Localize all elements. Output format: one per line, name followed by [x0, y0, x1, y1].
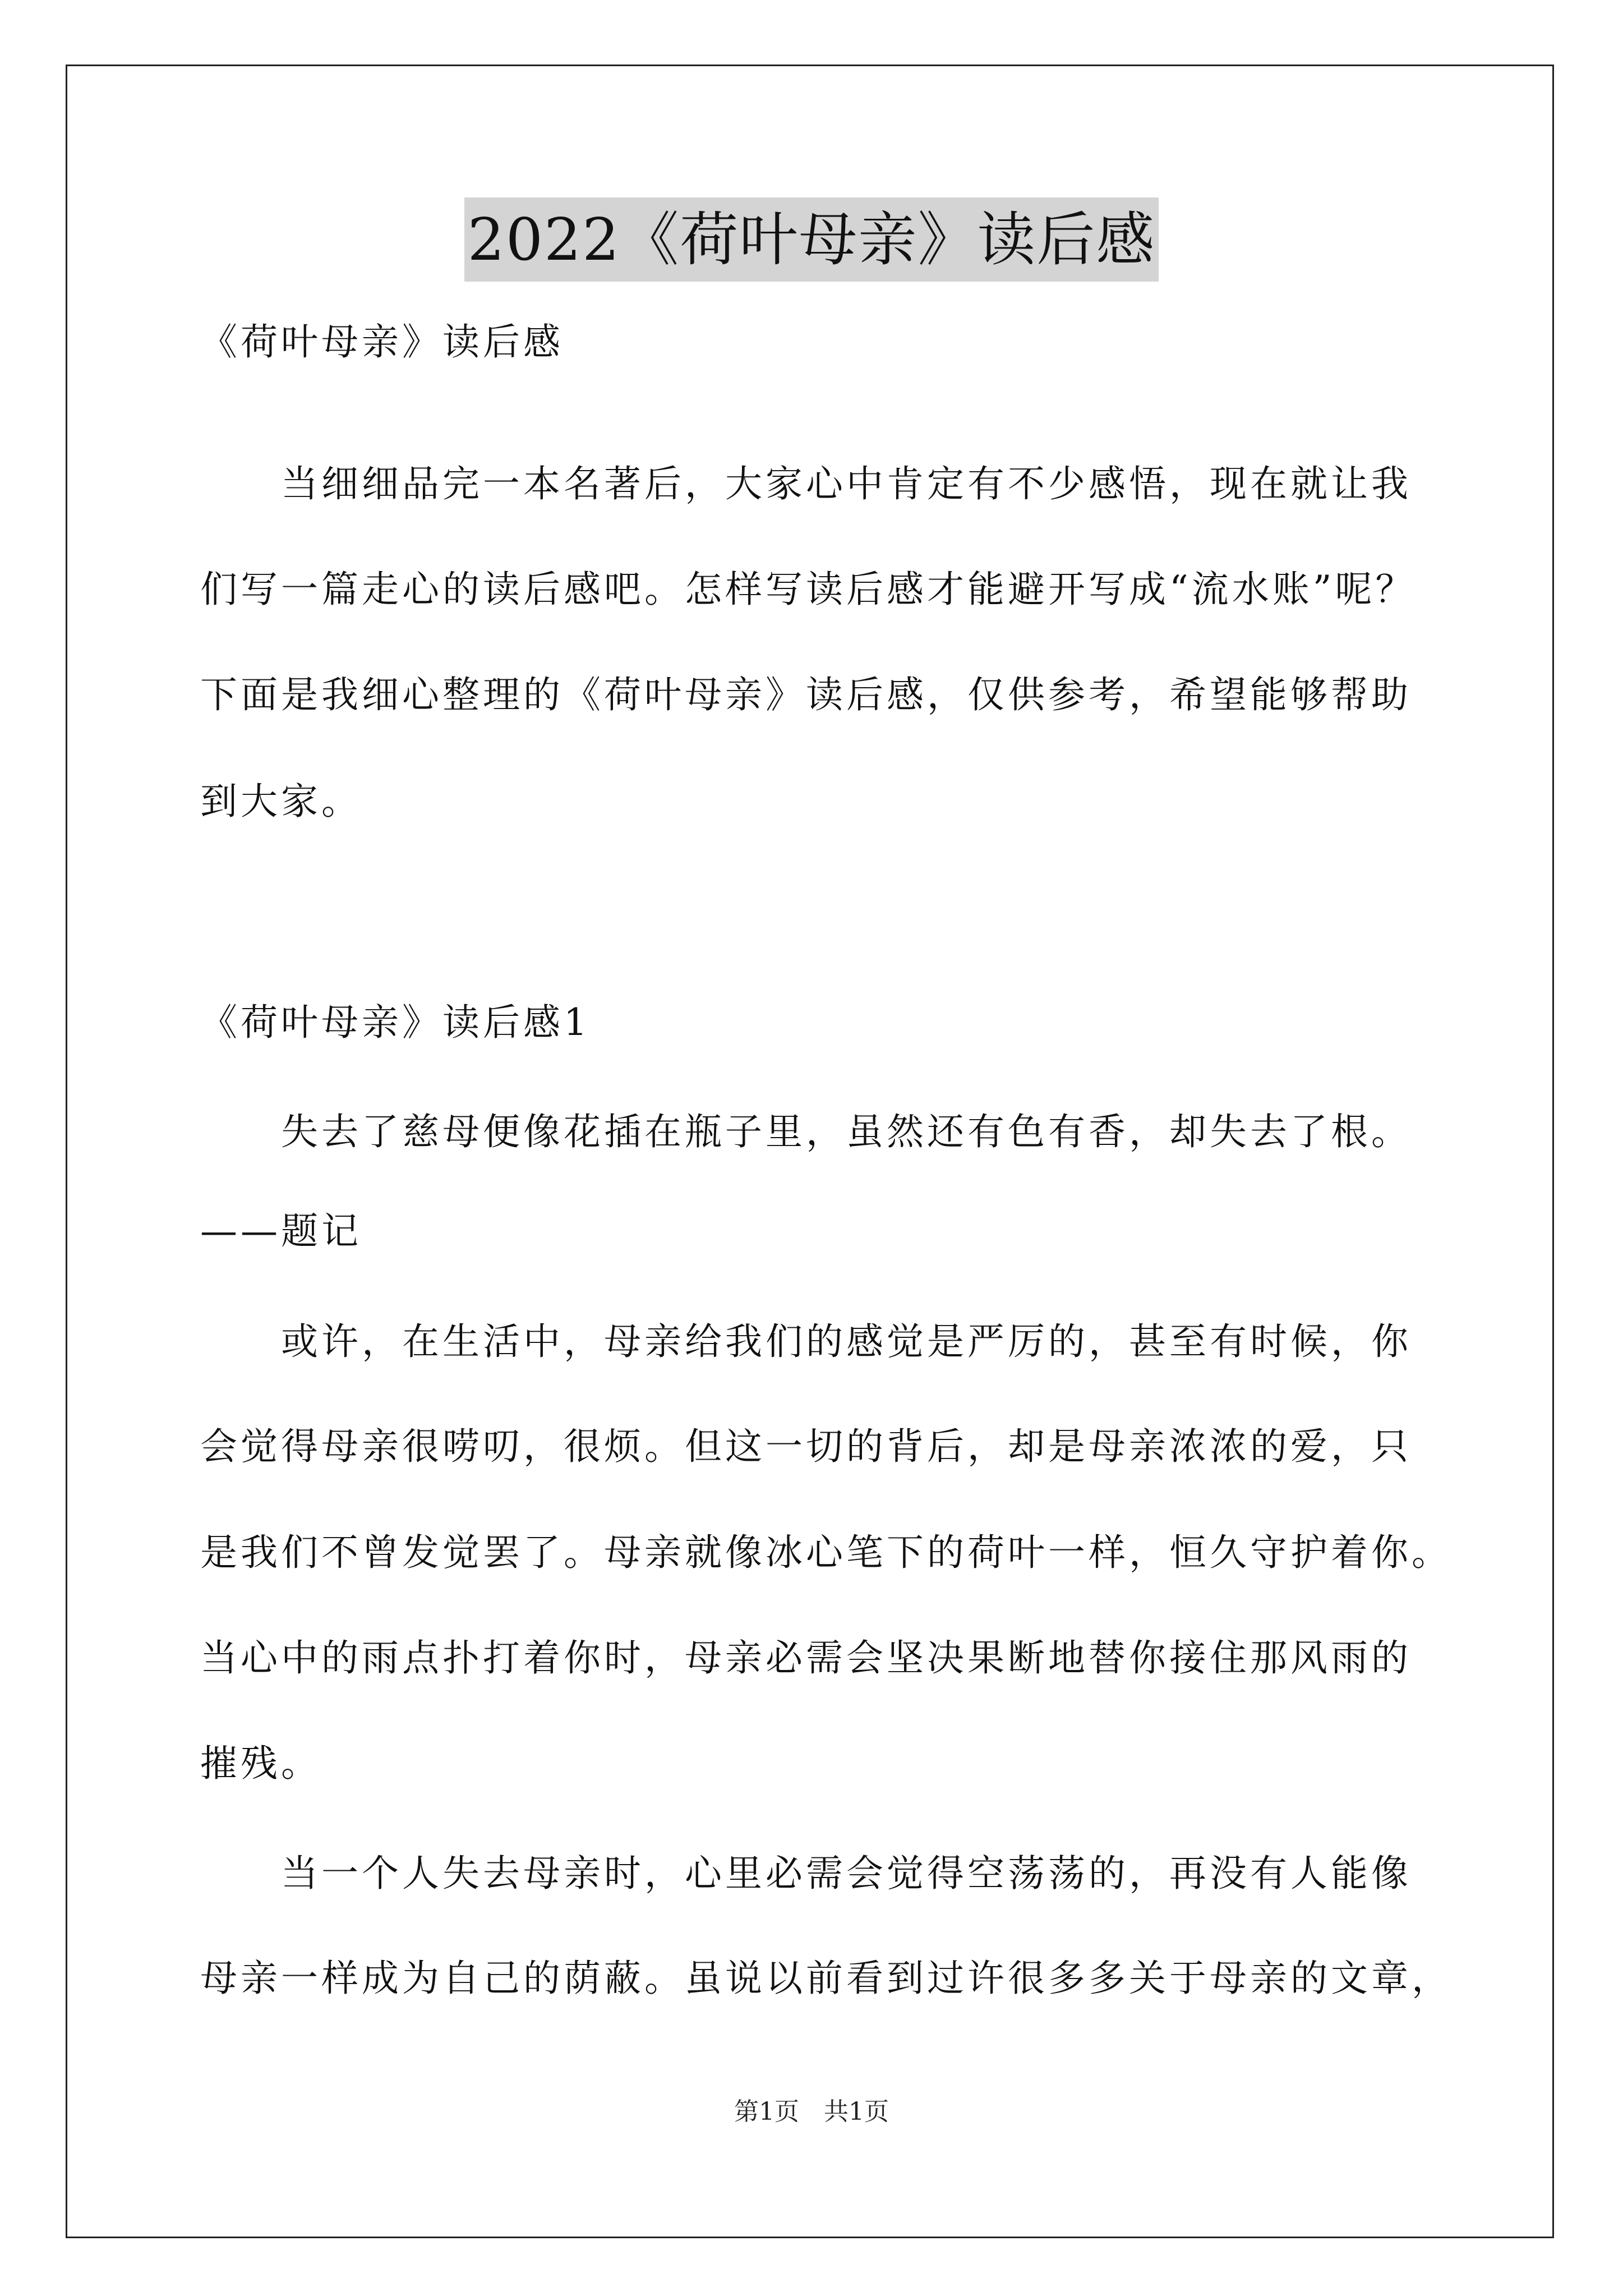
paragraph-line: 当一个人失去母亲时，心里必需会觉得空荡荡的，再没有人能像: [200, 1852, 1412, 1895]
paragraph-line: 当细细品完一本名著后，大家心中肯定有不少感悟，现在就让我: [200, 462, 1412, 505]
paragraph-line: 摧残。: [200, 1742, 321, 1785]
paragraph-line: 当心中的雨点扑打着你时，母亲必需会坚决果断地替你接住那风雨的: [200, 1636, 1412, 1680]
paragraph-line: 下面是我细心整理的《荷叶母亲》读后感，仅供参考，希望能够帮助: [200, 673, 1412, 716]
document-title: 2022《荷叶母亲》读后感: [464, 197, 1159, 282]
section-heading: 《荷叶母亲》读后感: [200, 320, 564, 364]
section-heading: 《荷叶母亲》读后感1: [200, 1001, 591, 1044]
paragraph-line: 失去了慈母便像花插在瓶子里，虽然还有色有香，却失去了根。: [200, 1110, 1412, 1153]
paragraph-line: 到大家。: [200, 780, 362, 823]
paragraph-line: 母亲一样成为自己的荫蔽。虽说以前看到过许很多多关于母亲的文章，: [200, 1957, 1452, 2000]
title-container: [0, 197, 1623, 282]
paragraph-line: 会觉得母亲很唠叨，很烦。但这一切的背后，却是母亲浓浓的爱，只: [200, 1425, 1412, 1468]
paragraph-line: 们写一篇走心的读后感吧。怎样写读后感才能避开写成“流水账”呢？: [200, 568, 1416, 611]
page-footer: 第1页 共1页: [734, 2097, 889, 2126]
paragraph-line: ——题记: [200, 1209, 362, 1253]
paragraph-line: 或许，在生活中，母亲给我们的感觉是严厉的，甚至有时候，你: [200, 1320, 1412, 1363]
paragraph-line: 是我们不曾发觉罢了。母亲就像冰心笔下的荷叶一样，恒久守护着你。: [200, 1531, 1452, 1574]
